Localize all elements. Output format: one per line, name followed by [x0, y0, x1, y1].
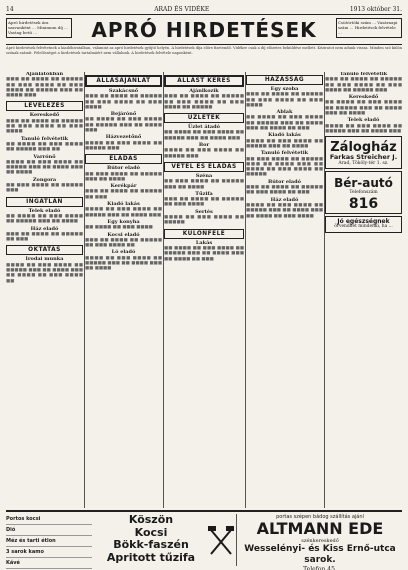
footer-item: Kávé	[6, 558, 92, 569]
footer-item: Méz és tarti étlon	[6, 536, 92, 547]
section-heading: ÁLLÁST KERES	[164, 75, 244, 87]
intro-text: Apró hirdetések felvétetnek a kiadóhivatalban, valamint az apró hirdetések gyűjtő helyén. A hirdetések díja előre fizetendő. Vidékre csak a díj előzetes beküldése mellett. Kéziratot nem adunk vissza. Minden szó külön szónak számít. Felelősséget a hirdetések tartalmáért nem vállalunk. A hirdetések felvétele naponként.	[6, 46, 402, 55]
column-1	[6, 72, 83, 508]
ad-item: Zongora ■■ ■■■ ■■■■ ■■ ■■■■■ ■■■	[6, 176, 83, 194]
ad-item: Egy szoba ■■■ ■■ ■■■■ ■■ ■■■■■ ■■ ■■■ ■■■■ ■■ ■■■ ■■■■	[246, 86, 323, 108]
page-number: 14	[6, 5, 14, 13]
footer-ads	[6, 510, 402, 568]
pawnshop-address: Arad, Tököly-tér 1. sz.	[338, 160, 389, 166]
ad-item: Bejárónő ■■ ■■■■ ■■ ■■■ ■■■■ ■■ ■■■■■ ■■■ ■■ ■■■■ ■■■	[85, 111, 162, 134]
ad-item: Kereskedő ■■■ ■■ ■■■■ ■■ ■■■■■ ■■ ■■■ ■■■■ ■■ ■■■ ■■■■	[6, 112, 83, 135]
ad-item: Lakás ■■ ■■■■ ■■ ■■■ ■■■■ ■■ ■■■■■ ■■■ ■■ ■■■■ ■■■ ■■ ■■■■ ■■ ■■■	[164, 239, 244, 262]
running-header	[6, 4, 402, 15]
section-heading: OKTATÁS	[6, 245, 83, 255]
ad-item: Sertés ■■■■ ■■ ■■■ ■■■■ ■■ ■■■■■	[164, 208, 244, 226]
column-2	[85, 72, 162, 508]
price-box-left: Apró hirdetések ára szavanként ... Minimum díj ... Vastag betű ...	[6, 18, 72, 38]
section-heading: VÉTEL ÉS ELADÁS	[164, 162, 244, 172]
ad-item: Ajánlatokban ■■■ ■■ ■■■■ ■■ ■■■■■ ■■ ■■■ ■■■■ ■■ ■■■ ■■■■ ■■ ■■■■■ ■■■ ■■ ■■■■ ■■■	[6, 72, 83, 99]
ad-item: Széna ■■ ■■■ ■■■■ ■■ ■■■■■ ■■■ ■■ ■■■■	[164, 172, 244, 190]
footer-right-telephone: Telefon 45.	[303, 566, 337, 570]
ad-item: Tanuló felvétetik ■■ ■■■■ ■■ ■■■ ■■■■ ■■ ■■■■■ ■■■ ■■	[6, 135, 83, 153]
footer-center-line: Bökk-faszén	[113, 538, 189, 551]
health-ad	[325, 216, 402, 233]
ad-item: Irodai munka ■■■■ ■■ ■■■ ■■■■ ■■ ■■■■■ ■■■ ■■ ■■■■ ■■■ ■■ ■■■■ ■■ ■■■ ■■■■ ■■	[6, 256, 83, 284]
ad-item: Tanuló felvétetik ■■ ■■■ ■■■■ ■■ ■■■■■ ■■■ ■■ ■■■■ ■■■ ■■ ■■■■ ■■ ■■■ ■■■■ ■■ ■■■■■	[246, 150, 323, 178]
section-heading: HÁZASSÁG	[246, 75, 323, 85]
ad-item: Bútor eladó ■■ ■■■ ■■■■ ■■ ■■■■■ ■■■ ■■ ■■■■	[85, 165, 162, 182]
ad-item: Kocsi eladó ■■■ ■■ ■■■■ ■■ ■■■■■ ■■ ■■■ ■■■■ ■■	[85, 231, 162, 249]
issue-date: 1913 október 31.	[349, 5, 402, 13]
taxi-phone: 816	[348, 196, 379, 213]
ad-item: Telek eladó ■■ ■■■■ ■■ ■■■ ■■■■ ■■ ■■■■■ ■■■ ■■ ■■■■	[6, 207, 83, 225]
section-heading: LEVELEZÉS	[6, 101, 83, 111]
health-title: Jó egészségnek	[337, 218, 390, 226]
column-3	[164, 72, 244, 508]
ad-item: Szakácsnő ■■■ ■■ ■■■■ ■■ ■■■■■ ■■ ■■■ ■■■■ ■■ ■■■ ■■■■	[85, 88, 162, 110]
ad-item: Házvezetőnő ■■■■ ■■ ■■■ ■■■■ ■■ ■■■■■ ■■■	[85, 134, 162, 151]
ad-item: Bor ■■■■ ■■ ■■■ ■■■■ ■■ ■■■■■ ■■■	[164, 142, 244, 159]
section-heading: ÁLLÁSAJÁNLAT	[85, 75, 162, 87]
footer-item: 3 sarok kamo	[6, 547, 92, 558]
footer-left-list	[6, 514, 92, 566]
footer-right-ad	[236, 514, 403, 570]
footer-item: Portos kocsi	[6, 514, 92, 525]
taxi-phone-label: Telefonszám	[349, 189, 378, 195]
health-body: örvendhet mindenki, ha ...	[334, 224, 393, 230]
section-title: APRÓ HIRDETÉSEK	[91, 18, 317, 42]
ad-item: Üzlet átadó ■■ ■■■■ ■■ ■■■ ■■■■ ■■ ■■■■■ ■■■ ■■ ■■■■ ■■■	[164, 124, 244, 141]
taxi-ad	[325, 171, 402, 214]
taxi-title: Bér-autó	[334, 175, 393, 190]
footer-center-ad	[96, 514, 206, 566]
footer-item: Dió	[6, 525, 92, 536]
pawnshop-owner: Farkas Streicher J.	[329, 153, 398, 162]
ad-item: Ablak ■■ ■■■■ ■■ ■■■ ■■■■ ■■ ■■■■■ ■■■ ■■ ■■■■ ■■■ ■■ ■■■■ ■■ ■■■	[246, 109, 323, 132]
ad-item: Tűzifa ■■■ ■■ ■■■■ ■■ ■■■■■ ■■ ■■■ ■■■■	[164, 190, 244, 208]
ad-item: Ház eladó ■■■■ ■■ ■■■ ■■■■ ■■ ■■■■■ ■■■ ■■ ■■■■ ■■■ ■■ ■■■■ ■■ ■■■ ■■■■	[246, 196, 323, 219]
ad-item: Kiadó lakás ■■■■ ■■ ■■■ ■■■■ ■■ ■■■■■ ■■■ ■■ ■■■■ ■■■	[85, 201, 162, 218]
ad-item: Kereskedő ■■ ■■■■ ■■ ■■■ ■■■■ ■■ ■■■■■ ■■■ ■■ ■■■■ ■■■ ■■ ■■■■	[325, 94, 402, 117]
ad-item: Egy konyha ■■ ■■■■ ■■ ■■■ ■■■■	[85, 218, 153, 231]
footer-center-line: Kocsi	[134, 525, 168, 539]
ad-item: Kerékpár ■■■ ■■ ■■■■ ■■ ■■■■■ ■■ ■■■	[85, 183, 162, 200]
column-4	[246, 72, 323, 508]
pawnshop-title: Zálogház	[330, 140, 397, 156]
ad-item: Bútor eladó ■■■ ■■ ■■■■ ■■ ■■■■■ ■■ ■■■ ■■■■ ■■ ■■■	[246, 178, 323, 196]
footer-right-small2: szénkereskedő	[301, 538, 339, 544]
section-heading: INGATLAN	[6, 197, 83, 207]
column-5	[325, 72, 402, 508]
ad-item: Ház eladó ■■■ ■■ ■■■■ ■■ ■■■■■ ■■ ■■■	[6, 225, 83, 243]
paper-name: ARAD ÉS VIDÉKE	[154, 5, 210, 13]
section-heading: ELADÁS	[85, 154, 162, 164]
footer-center-line: Köszön	[128, 513, 174, 526]
ad-item: Tanuló felvétetik ■■■ ■■ ■■■■ ■■ ■■■■■ ■■ ■■■ ■■■■ ■■ ■■■ ■■■■ ■■ ■■■■■ ■■■	[325, 72, 402, 93]
pawnshop-ad	[325, 136, 402, 169]
crossed-hammers-icon	[208, 516, 234, 564]
ad-item: Telek eladó ■■■■ ■■ ■■■ ■■■■ ■■ ■■■■■ ■■■ ■■ ■■■■ ■■■	[325, 117, 402, 134]
price-box-right: Csütörtöki szám ... Vasárnapi szám ... Hirdetések felvétele ...	[336, 18, 402, 38]
section-heading: KÜLÖNFÉLE	[164, 229, 244, 239]
ad-item: Varrónő ■■■■ ■■ ■■■ ■■■■ ■■ ■■■■■ ■■■ ■■ ■■■■ ■■■ ■■ ■■■■	[6, 153, 83, 176]
footer-right-small1: portas szépen bádog szállítás ajánl	[276, 514, 364, 520]
masthead	[6, 16, 402, 45]
footer-center-line: Apritott tűzifa	[106, 550, 196, 564]
columns	[6, 72, 402, 508]
ad-item: Ajánlkozik ■■■ ■■ ■■■■ ■■ ■■■■■ ■■ ■■■ ■■■■ ■■ ■■■ ■■■■ ■■ ■■■■■	[164, 88, 244, 110]
ad-item: Kiadó lakás ■■■■ ■■ ■■■ ■■■■ ■■ ■■■■■ ■■■ ■■ ■■■■	[246, 132, 323, 149]
footer-right-address: Wesselényi- és Kiss Ernő-utca sarok.	[244, 544, 396, 565]
footer-right-name: ALTMANN EDE	[256, 519, 384, 538]
ad-item: Ló eladó ■■■■ ■■ ■■■ ■■■■ ■■ ■■■■■ ■■■ ■■ ■■■■ ■■■ ■■ ■■■■	[85, 249, 162, 272]
section-heading: ÜZLETEK	[164, 113, 244, 123]
